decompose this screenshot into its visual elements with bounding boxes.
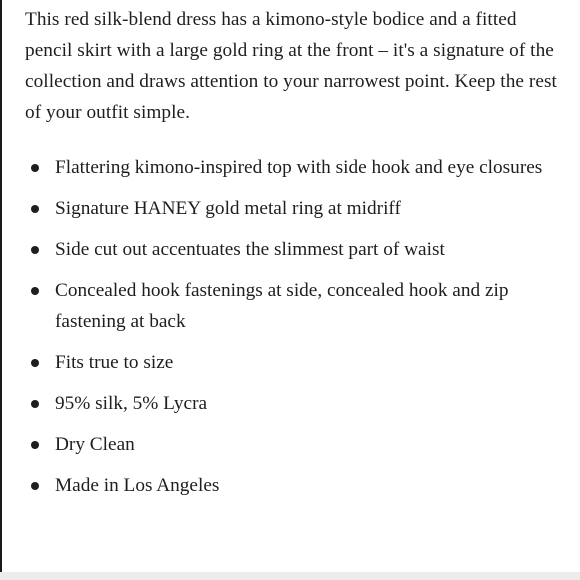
bullet-icon — [31, 400, 39, 408]
left-border — [0, 0, 2, 580]
bullet-icon — [31, 246, 39, 254]
bullet-icon — [31, 482, 39, 490]
bullet-icon — [31, 164, 39, 172]
feature-text: Fits true to size — [55, 352, 174, 373]
feature-item-kimono-top — [25, 152, 565, 183]
feature-list — [25, 152, 565, 501]
feature-item-fastenings — [25, 275, 565, 337]
feature-text: Side cut out accentuates the slimmest part of waist — [55, 239, 445, 260]
feature-item-material — [25, 388, 565, 419]
feature-text: Flattering kimono-inspired top with side hook and eye closures — [55, 157, 543, 178]
bullet-icon — [31, 441, 39, 449]
feature-item-care — [25, 429, 565, 460]
feature-text: Dry Clean — [55, 434, 135, 455]
feature-item-gold-ring — [25, 193, 565, 224]
bottom-bar — [0, 572, 580, 580]
bullet-icon — [31, 205, 39, 213]
feature-item-origin — [25, 470, 565, 501]
intro-paragraph: This red silk-blend dress has a kimono-style bodice and a fitted pencil skirt with a large gold ring at the front – it's a signature of the collection and draws attention to your narrowest point. Keep the rest of your outfit simple. — [25, 9, 557, 123]
feature-text: Signature HANEY gold metal ring at midriff — [55, 198, 401, 219]
description-content — [25, 4, 565, 511]
feature-text: Made in Los Angeles — [55, 475, 220, 496]
feature-item-side-cut-out — [25, 234, 565, 265]
feature-item-fit — [25, 347, 565, 378]
feature-text: 95% silk, 5% Lycra — [55, 393, 208, 414]
bullet-icon — [31, 287, 39, 295]
feature-text: Concealed hook fastenings at side, concealed hook and zip fastening at back — [55, 280, 509, 332]
bullet-icon — [31, 359, 39, 367]
